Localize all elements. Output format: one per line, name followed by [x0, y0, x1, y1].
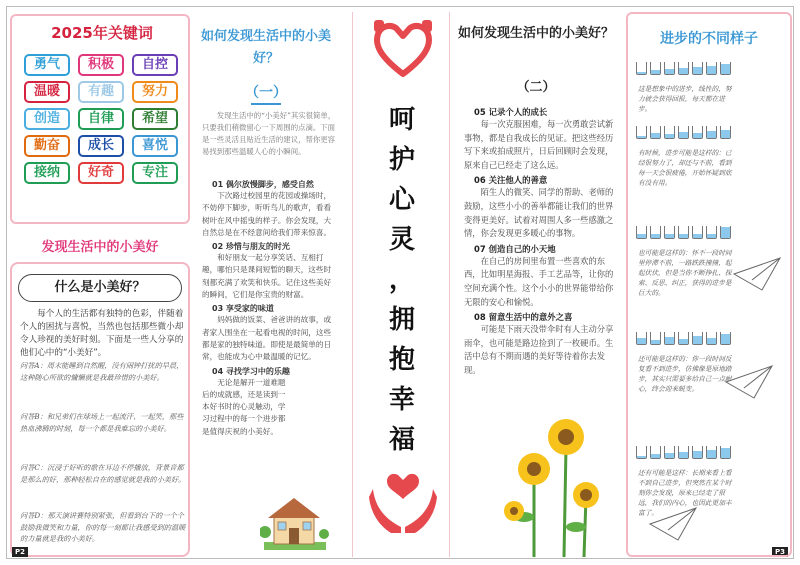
keywords-grid	[24, 54, 184, 184]
keyword-tag: 努力	[132, 81, 178, 103]
page-tag-left: P2	[12, 547, 28, 557]
item-heading: 07 创造自己的小天地	[474, 243, 556, 254]
item-text: 陌生人的微笑、同学的帮助、老师的鼓励，这些小小的善举都能让我们的世界变得更美好。试着对周围人多一些感激之情，你会发现更多暖心的事物。	[464, 187, 614, 239]
what-card	[10, 262, 190, 557]
keyword-tag: 勇气	[24, 54, 70, 76]
item-heading: 05 记录个人的成长	[474, 107, 548, 117]
item-text: 无论是解开一道难题后的成就感，还是读到一本好书时的心灵触动，学习过程中的每一个进步都是值得庆祝的小美好。	[202, 377, 286, 436]
item-text: 和好朋友一起分享笑话、互相打趣，哪怕只是课间短暂的聊天，这些时刻都充满了欢笑和快乐。记住这些美好的瞬间，它们是你宝贵的财富。	[202, 253, 332, 300]
water-cup-icon	[650, 446, 661, 459]
part1-title: 如何发现生活中的小美好？	[200, 29, 331, 66]
center-panel	[352, 12, 450, 557]
water-cup-icon	[706, 126, 717, 139]
water-cup-icon	[692, 446, 703, 459]
part2-items	[464, 104, 614, 378]
water-cup-icon	[650, 226, 661, 239]
keyword-tag: 创造	[24, 108, 70, 130]
center-title-char: 幸	[388, 385, 415, 415]
water-cup-icon	[678, 62, 689, 75]
discover-heading: 发现生活中的小美好	[41, 240, 159, 255]
keyword-tag: 成长	[78, 135, 124, 157]
part1-panel	[196, 12, 341, 557]
water-cup-icon	[692, 126, 703, 139]
answer-b: 问答B：和兄弟们在球场上一起流汗、一起笑，那些热血沸腾的时刻，每一个都是我难忘的小美好。	[20, 412, 184, 433]
cup-row	[636, 332, 731, 345]
water-cup-icon	[664, 446, 675, 459]
progress-note: 这是想象中的进步，线性的，努力就会获得回报，每天都在进步。	[638, 85, 732, 113]
water-cup-icon	[664, 126, 675, 139]
part1-intro: 发现生活中的“小美好”其实很简单，只要我们稍微留心一下周围的点滴。下面是一些灵活且贴近生活的建议，帮你更容易找到那些温暖人心的小瞬间。	[202, 111, 336, 156]
keyword-tag: 自控	[132, 54, 178, 76]
water-cup-icon	[664, 226, 675, 239]
progress-note: 还可能是这样的：你一段时间反复看不到进步，仿佛像是原地踏步，其实只需要多给自己一点耐心，终会迎来蜕变。	[638, 355, 732, 393]
keyword-tag: 希望	[132, 108, 178, 130]
item-text: 妈妈做的饭菜、爸爸讲的故事，或者家人围坐在一起看电视的时间，这些都是家的独特味道。即使是最简单的日常，也能成为心中最温暖的记忆。	[202, 315, 332, 362]
item-heading: 08 留意生活中的意外之喜	[474, 312, 573, 323]
keyword-tag: 勤奋	[24, 135, 70, 157]
paper-plane-icon	[648, 504, 698, 544]
water-cup-icon	[720, 446, 731, 459]
cup-row	[636, 226, 731, 239]
part2-title: 如何发现生活中的小美好？	[457, 26, 614, 41]
center-title-char: 心	[388, 185, 415, 215]
center-title-char: 灵	[388, 225, 415, 255]
item-heading: 01 偶尔放慢脚步，感受自然	[212, 180, 314, 189]
water-cup-icon	[678, 126, 689, 139]
water-cup-icon	[636, 126, 647, 139]
progress-title: 进步的不同样子	[660, 31, 758, 47]
progress-note: 也可能是这样的：怀不一段时间里停滞不前，一路跌跌撞撞，起起伏伏，但是当你不断挣扎、探索、反思、纠正，获得的进步是巨大的。	[638, 249, 732, 297]
page-tag-right: P3	[772, 547, 788, 557]
keyword-tag: 接纳	[24, 162, 70, 184]
water-cup-icon	[692, 332, 703, 345]
item-heading: 02 珍惜与朋友的时光	[212, 242, 290, 252]
answer-a: 问答A：周末能睡到自然醒，没有闹钟打扰的早晨，这种随心所欲的慵懒就是我最珍惜的小美好。	[20, 361, 184, 382]
water-cup-icon	[650, 126, 661, 139]
water-cup-icon	[720, 226, 731, 239]
item-heading: 03 享受家的味道	[212, 304, 274, 314]
item-text: 可能是下雨天没带伞时有人主动分享雨伞，也可能是路边捡到了一枚硬币。生活中总有不期而遇的美好等待着你去发现。	[464, 324, 614, 375]
water-cup-icon	[720, 62, 731, 75]
part2-panel	[456, 12, 618, 557]
water-cup-icon	[692, 226, 703, 239]
keyword-tag: 专注	[132, 162, 178, 184]
item-text: 下次路过校园里的花园或操场时，不妨停下脚步，听听鸟儿的歌声，看看树叶在风中摇曳的样子。你会发现，大自然总是在不经意间给我们带来惊喜。	[202, 191, 332, 237]
sunflower-illustration	[494, 407, 604, 557]
progress-note: 还有可能是这样：长期来看上看不到自己进步，但突然在某个时刻你会发现，原来已经走了很远，我们的内心，也因此更加丰富了。	[638, 469, 732, 517]
keyword-tag: 有趣	[78, 81, 124, 103]
water-cup-icon	[636, 332, 647, 345]
item-text: 每一次克服困难，每一次勇敢尝试新事物，都是自我成长的见证。把这些经历写下来或拍成照片，日后回顾时会发现，原来自己已经走了这么远。	[464, 119, 614, 170]
center-title-char: ，	[388, 265, 415, 295]
answer-c: 问答C：沉浸于好听的歌在耳边不停播放，背景音都是那么的好，那种轻松自在的感觉就是我的小美好。	[20, 463, 186, 484]
water-cup-icon	[706, 62, 717, 75]
hands-holding-heart-icon	[367, 467, 439, 537]
center-title-char: 拥	[388, 305, 415, 335]
house-illustration	[260, 492, 330, 552]
water-cup-icon	[636, 62, 647, 75]
paper-plane-icon	[732, 254, 782, 294]
item-heading: 06 关注他人的善意	[474, 175, 548, 186]
keywords-title: 2025年关键词	[51, 24, 153, 42]
water-cup-icon	[678, 226, 689, 239]
water-cup-icon	[692, 62, 703, 75]
keyword-tag: 喜悦	[132, 135, 178, 157]
item-text: 在自己的房间里布置一些喜欢的东西，比如明星海报、手工艺品等，让你的空间充满个性。这个小小的世界能带给你无限的安心和愉悦。	[464, 255, 614, 307]
water-cup-icon	[706, 226, 717, 239]
keyword-tag: 积极	[78, 54, 124, 76]
water-cup-icon	[720, 332, 731, 345]
part2-subtitle: （二）	[516, 80, 556, 95]
keyword-tag: 好奇	[78, 162, 124, 184]
left-panel	[10, 12, 190, 557]
progress-note: 有时候，进步可能是这样的：已经很努力了，却还与不前，看到每一天会很疲倦，开始怀疑到底有没有用。	[638, 149, 732, 187]
center-title-char: 呵	[388, 105, 415, 135]
water-cup-icon	[636, 226, 647, 239]
water-cup-icon	[706, 446, 717, 459]
what-title: 什么是小美好？	[18, 274, 182, 302]
water-cup-icon	[650, 62, 661, 75]
cup-row	[636, 62, 731, 75]
paper-plane-icon	[724, 362, 774, 402]
item-heading: 04 寻找学习中的乐趣	[212, 366, 290, 376]
water-cup-icon	[678, 446, 689, 459]
water-cup-icon	[706, 332, 717, 345]
center-title-char: 护	[388, 145, 415, 175]
keywords-card	[10, 14, 190, 224]
water-cup-icon	[636, 446, 647, 459]
part1-items	[202, 177, 336, 438]
progress-panel	[626, 12, 792, 557]
center-title-char: 福	[388, 425, 415, 455]
heart-hands-icon	[372, 18, 434, 78]
water-cup-icon	[678, 332, 689, 345]
cup-row	[636, 446, 731, 459]
center-title-char: 抱	[388, 345, 415, 375]
part1-subtitle: （一）	[196, 82, 336, 105]
what-body: 每个人的生活都有独特的色彩，伴随着个人的困扰与喜悦，当然也包括那些微小却令人珍视的美好时刻。下面是一些人分享的他们心中的“小美好”。	[20, 309, 184, 358]
water-cup-icon	[664, 332, 675, 345]
answer-d: 问答D：那天演讲赛特别紧张，但看到台下的一个个鼓励我微笑和力量，你的每一刻都让我感受到的温暖的力量就是我的小美好。	[20, 511, 186, 543]
water-cup-icon	[720, 126, 731, 139]
cup-row	[636, 126, 731, 139]
water-cup-icon	[650, 332, 661, 345]
center-vertical-title	[353, 100, 451, 460]
water-cup-icon	[664, 62, 675, 75]
keyword-tag: 温暖	[24, 81, 70, 103]
keyword-tag: 自律	[78, 108, 124, 130]
